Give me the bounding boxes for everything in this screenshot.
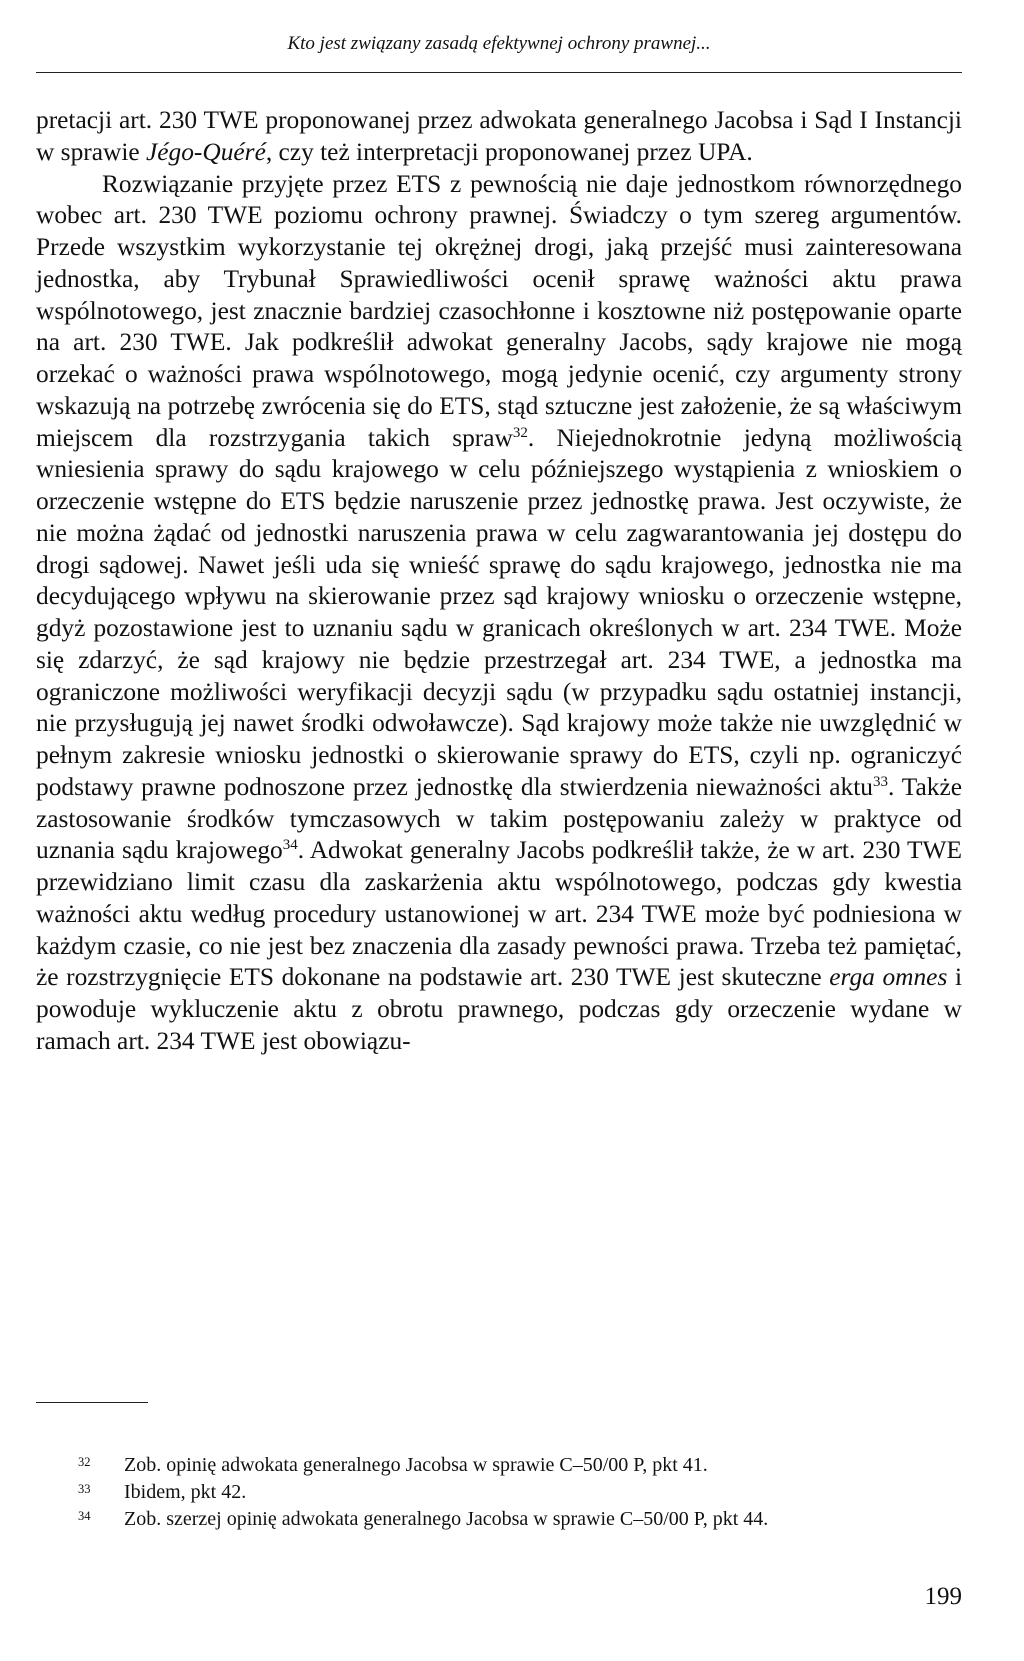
footnote-ref-34: 34 bbox=[282, 837, 298, 854]
footnote-text: Ibidem, pkt 42. bbox=[124, 1481, 247, 1503]
footnote-ref-32: 32 bbox=[512, 424, 528, 441]
case-name: Jégo-Quéré bbox=[146, 137, 266, 166]
latin-term: erga omnes bbox=[829, 963, 948, 992]
header-rule bbox=[36, 72, 962, 73]
body-text bbox=[36, 105, 962, 1058]
footnote-text: Zob. opinię adwokata generalnego Jacobsa w sprawie C–50/00 P, pkt 41. bbox=[124, 1454, 708, 1476]
footnote-number: 33 bbox=[78, 1482, 91, 1496]
running-head: Kto jest związany zasadą efektywnej ochrony prawnej... bbox=[287, 33, 711, 54]
paragraph-1: pretacji art. 230 TWE proponowanej przez adwokata generalnego Jacobsa i Sąd I Instancji w sprawie Jégo-Quéré, czy też interpretacji proponowanej przez UPA. bbox=[36, 106, 962, 166]
footnotes bbox=[36, 1452, 962, 1533]
page-number: 199 bbox=[924, 1583, 962, 1610]
footnote-rule bbox=[36, 1402, 148, 1403]
footnote-33 bbox=[36, 1479, 962, 1506]
footnote-text: Zob. szerzej opinię adwokata generalnego Jacobsa w sprawie C–50/00 P, pkt 44. bbox=[124, 1508, 769, 1530]
footnote-32 bbox=[36, 1452, 962, 1479]
paragraph-2: Rozwiązanie przyjęte przez ETS z pewnością nie daje jednostkom równorzędnego wobec art. 230 TWE poziomu ochrony prawnej. Świadczy o tym szereg argumentów. Przede wszystkim wykorzystanie tej okrężnej drogi, jaką przejść musi zainteresowana jednostka, aby Trybunał Sprawiedliwości ocenił sprawę ważności aktu prawa wspólnotowego, jest znacznie bardziej czasochłonne i kosztowne niż postępowanie oparte na art. 230 TWE. Jak podkreślił adwokat generalny Jacobs, sądy krajowe nie mogą orzekać o ważności prawa wspólnotowego, mogą jedynie ocenić, czy argumenty strony wskazują na potrzebę zwrócenia się do ETS, stąd sztuczne jest założenie, że są właściwym miejscem dla rozstrzygania takich spraw$^{32}$. Niejednokrotnie jedyną możliwością wniesienia sprawy do sądu krajowego w celu późniejszego wystąpienia z wnioskiem o orzeczenie wstępne do ETS będzie naruszenie przez jednostkę prawa. Jest oczywiste, że nie można żądać od jednostki naruszenia prawa w celu zagwarantowania jej dostępu do drogi sądowej. Nawet jeśli uda się wnieść sprawę do sądu krajowego, jednostka nie ma decydującego wpływu na skierowanie przez sąd krajowy wniosku o orzeczenie wstępne, gdyż pozostawione jest to uznaniu sądu w granicach określonych w art. 234 TWE. Może się zdarzyć, że sąd krajowy nie będzie przestrzegał art. 234 TWE, a jednostka ma ograniczone możliwości weryfikacji decyzji sądu (w przypadku sądu ostatniej instancji, nie przysługują jej nawet środki odwoławcze). Sąd krajowy może także nie uwzględnić w pełnym zakresie wniosku jednostki o skierowanie sprawy do ETS, czyli np. ograniczyć podstawy prawne podnoszone przez jednostkę dla stwierdzenia nieważności aktu$^{33}$. Także zastosowanie środków tymczasowych w takim postępowaniu zależy w praktyce od uznania sądu krajowego$^{34}$. Adwokat generalny Jacobs podkreślił także, że w art. 230 TWE przewidziano limit czasu dla zaskarżenia aktu wspólnotowego, podczas gdy kwestia ważności aktu według procedury ustanowionej w art. 234 TWE może być podniesiona w każdym czasie, co nie jest bez znaczenia dla zasady pewności prawa. Trzeba też pamiętać, że rozstrzygnięcie ETS dokonane na podstawie art. 230 TWE jest skuteczne erga omnes i powoduje wykluczenie aktu z obrotu prawnego, podczas gdy orzeczenie wydane w ramach art. 234 TWE jest obowiązu- bbox=[36, 169, 962, 1055]
footnote-34 bbox=[36, 1506, 962, 1533]
footnote-number: 34 bbox=[78, 1509, 91, 1523]
footnote-ref-33: 33 bbox=[873, 773, 888, 790]
footnote-number: 32 bbox=[78, 1455, 91, 1469]
